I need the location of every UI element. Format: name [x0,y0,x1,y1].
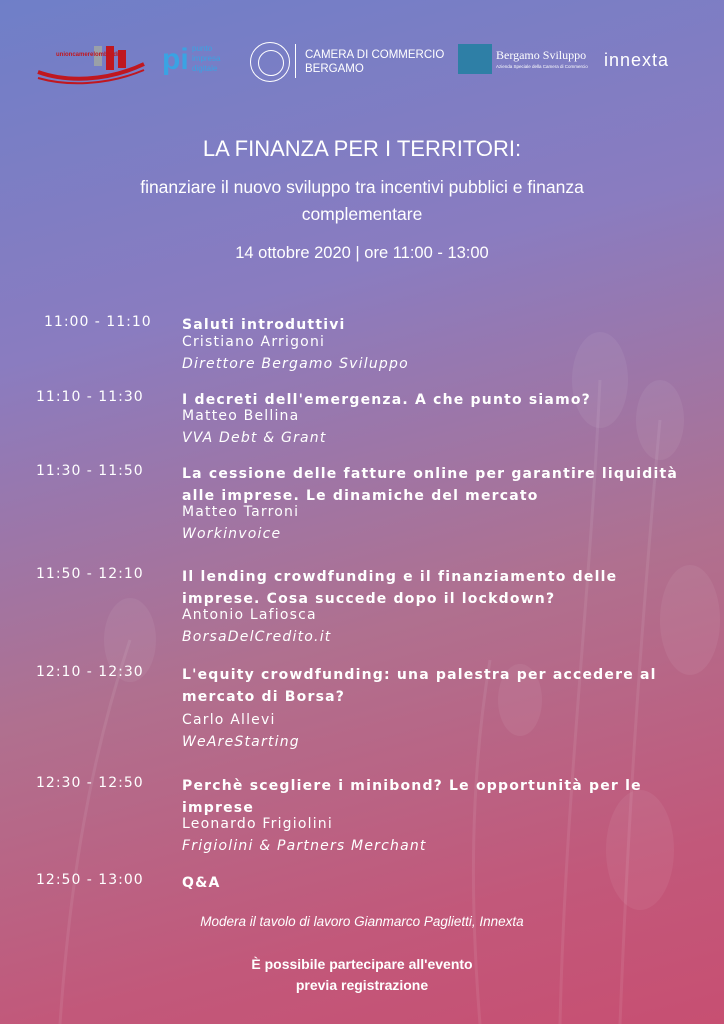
pid-line-2: impresa [192,54,221,63]
agenda-org: Direttore Bergamo Sviluppo [182,356,409,372]
pid-line-3: digitale [192,64,218,73]
registration-note [0,954,724,996]
event-title: LA FINANZA PER I TERRITORI: [202,136,522,161]
unioncamere-mark-icon [36,42,148,88]
agenda-time: 11:50 - 12:10 [36,566,144,582]
agenda-org: Frigiolini & Partners Merchant [182,838,427,854]
agenda-title: Il lending crowdfunding e il finanziamento delle imprese. Cosa succede dopo il lockdown? [182,569,618,607]
innexta-logo: innexta [604,50,670,70]
logos-bar [0,38,724,94]
agenda-org: WeAreStarting [182,734,300,750]
logo-divider [295,44,296,78]
agenda-title: La cessione delle fatture online per garantire liquidità alle imprese. Le dinamiche del mercato [182,466,679,504]
agenda-speaker: Carlo Allevi [182,712,276,728]
bergamo-sviluppo-sub: Azienda Speciale della Camera di Commercio [496,64,588,69]
camera-line-1: CAMERA DI COMMERCIO [305,49,445,61]
agenda-title: Q&A [182,875,221,891]
registration-line-2: previa registrazione [295,977,429,993]
agenda-title: L'equity crowdfunding: una palestra per accedere al mercato di Borsa? [182,667,657,705]
agenda-speaker: Matteo Bellina [182,408,300,424]
agenda-time: 11:00 - 11:10 [44,314,152,330]
unioncamere-logo [36,42,148,88]
event-date: 14 ottobre 2020 | ore 11:00 - 13:00 [235,244,489,262]
agenda-org: Workinvoice [182,526,282,542]
seal-icon [250,42,290,82]
pid-line-1: punto [192,44,213,53]
camera-line-2: BERGAMO [305,63,364,75]
agenda-speaker: Matteo Tarroni [182,504,300,520]
agenda-time: 12:30 - 12:50 [36,775,144,791]
camera-commercio-logo [250,42,450,86]
agenda-org: BorsaDelCredito.it [182,629,332,645]
agenda-speaker: Cristiano Arrigoni [182,334,326,350]
moderator-note: Modera il tavolo di lavoro Gianmarco Paglietti, Innexta [200,914,524,929]
agenda-speaker: Antonio Lafiosca [182,607,317,623]
agenda-time: 12:50 - 13:00 [36,872,144,888]
bergamo-sviluppo-name: Bergamo Sviluppo [496,48,587,62]
agenda-speaker: Leonardo Frigiolini [182,816,333,832]
registration-line-1: È possibile partecipare all'evento [251,956,473,972]
bergamo-sviluppo-mark-icon [458,44,492,74]
unioncamere-text: unioncamerelombardia [56,52,123,58]
agenda-time: 12:10 - 12:30 [36,664,144,680]
punto-impresa-digitale-logo [162,40,242,86]
agenda-title: Saluti introduttivi [182,317,346,333]
agenda-time: 11:30 - 11:50 [36,463,144,479]
agenda-title: I decreti dell'emergenza. A che punto siamo? [182,392,592,408]
pid-mark-icon: pi [162,43,189,76]
event-subtitle: finanziare il nuovo sviluppo tra incentivi pubblici e finanza complementare [140,177,584,224]
agenda-title: Perchè scegliere i minibond? Le opportunità per le imprese [182,778,642,816]
agenda-org: VVA Debt & Grant [182,430,327,446]
agenda-time: 11:10 - 11:30 [36,389,144,405]
bergamo-sviluppo-logo [458,44,598,84]
